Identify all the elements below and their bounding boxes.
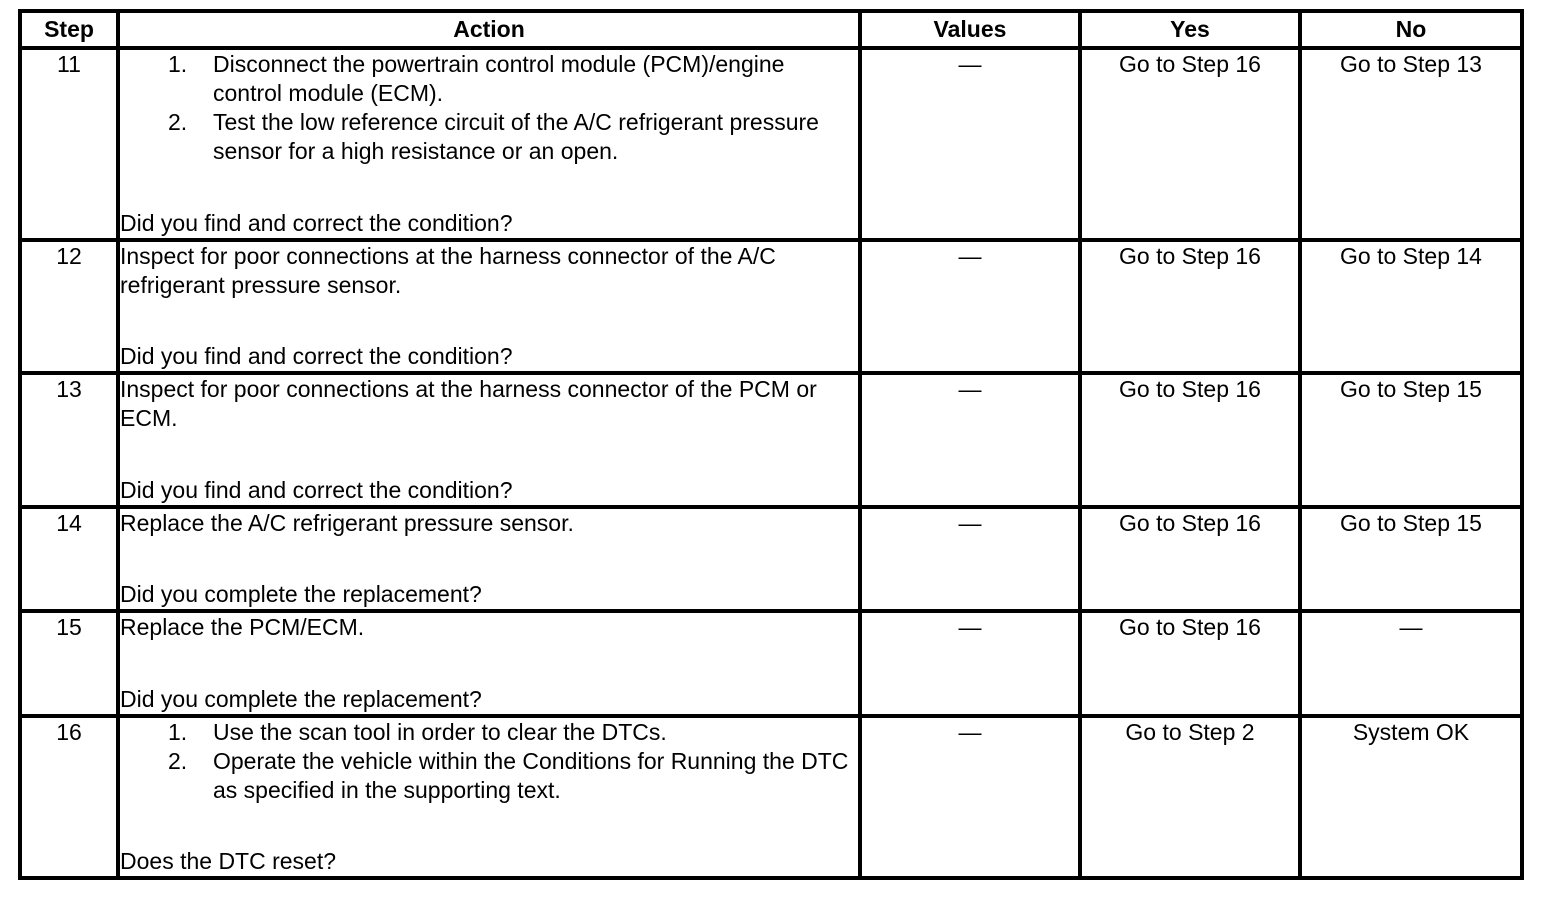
header-no: No xyxy=(1300,11,1522,48)
action-cell xyxy=(118,611,860,716)
action-question: Does the DTC reset? xyxy=(120,848,337,874)
action-text: Replace the PCM/ECM. xyxy=(120,614,365,640)
no-cell: System OK xyxy=(1300,716,1522,878)
table-row xyxy=(20,611,1522,716)
table-row xyxy=(20,373,1522,507)
action-question: Did you complete the replacement? xyxy=(120,686,482,712)
action-question: Did you find and correct the condition? xyxy=(120,477,513,503)
header-step: Step xyxy=(20,11,118,48)
no-cell: Go to Step 15 xyxy=(1300,507,1522,611)
header-action: Action xyxy=(118,11,860,48)
action-text: Inspect for poor connections at the harness connector of the A/C refrigerant pressure sensor. xyxy=(120,243,776,298)
step-number: 11 xyxy=(20,48,118,240)
yes-cell: Go to Step 16 xyxy=(1080,373,1300,507)
list-item xyxy=(120,747,858,805)
values-cell: — xyxy=(860,507,1080,611)
step-number: 16 xyxy=(20,716,118,878)
no-cell: — xyxy=(1300,611,1522,716)
action-question: Did you complete the replacement? xyxy=(120,581,482,607)
list-item xyxy=(120,718,858,747)
action-cell xyxy=(118,507,860,611)
action-cell xyxy=(118,240,860,373)
values-cell: — xyxy=(860,716,1080,878)
item-number: 2. xyxy=(168,748,188,774)
action-question: Did you find and correct the condition? xyxy=(120,343,513,369)
values-cell: — xyxy=(860,373,1080,507)
step-number: 13 xyxy=(20,373,118,507)
action-steps-list xyxy=(120,718,858,805)
yes-cell: Go to Step 2 xyxy=(1080,716,1300,878)
step-number: 14 xyxy=(20,507,118,611)
step-number: 12 xyxy=(20,240,118,373)
item-number: 2. xyxy=(168,109,188,135)
header-values: Values xyxy=(860,11,1080,48)
item-text: Operate the vehicle within the Conditions for Running the DTC as specified in the supporting text. xyxy=(213,748,849,803)
action-cell xyxy=(118,373,860,507)
table-header-row xyxy=(20,11,1522,48)
action-cell xyxy=(118,716,860,878)
yes-cell: Go to Step 16 xyxy=(1080,507,1300,611)
item-text: Test the low reference circuit of the A/C refrigerant pressure sensor for a high resistance or an open. xyxy=(213,109,819,164)
diagnostic-table xyxy=(18,9,1524,880)
yes-cell: Go to Step 16 xyxy=(1080,48,1300,240)
no-cell: Go to Step 15 xyxy=(1300,373,1522,507)
table-row xyxy=(20,240,1522,373)
action-text: Inspect for poor connections at the harness connector of the PCM or ECM. xyxy=(120,376,817,431)
table-row xyxy=(20,716,1522,878)
item-text: Disconnect the powertrain control module (PCM)/engine control module (ECM). xyxy=(213,51,785,106)
yes-cell: Go to Step 16 xyxy=(1080,611,1300,716)
table-row xyxy=(20,507,1522,611)
values-cell: — xyxy=(860,240,1080,373)
no-cell: Go to Step 13 xyxy=(1300,48,1522,240)
action-question: Did you find and correct the condition? xyxy=(120,210,513,236)
values-cell: — xyxy=(860,48,1080,240)
step-number: 15 xyxy=(20,611,118,716)
item-number: 1. xyxy=(168,51,188,77)
list-item xyxy=(120,108,858,166)
header-yes: Yes xyxy=(1080,11,1300,48)
item-number: 1. xyxy=(168,719,188,745)
yes-cell: Go to Step 16 xyxy=(1080,240,1300,373)
table-row xyxy=(20,48,1522,240)
action-steps-list xyxy=(120,50,858,166)
list-item xyxy=(120,50,858,108)
item-text: Use the scan tool in order to clear the DTCs. xyxy=(213,719,667,745)
action-text: Replace the A/C refrigerant pressure sensor. xyxy=(120,510,574,536)
no-cell: Go to Step 14 xyxy=(1300,240,1522,373)
values-cell: — xyxy=(860,611,1080,716)
action-cell xyxy=(118,48,860,240)
